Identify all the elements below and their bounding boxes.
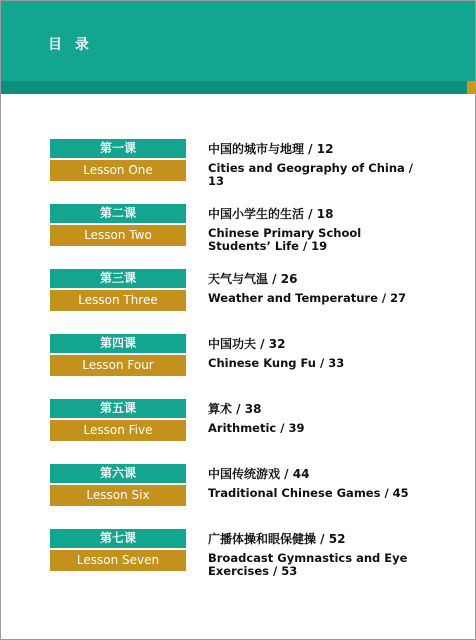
header-strip <box>1 81 467 94</box>
lesson-title-en: Chinese Primary School Students’ Life / 19 <box>208 226 362 253</box>
lesson-entry-5[interactable] <box>50 399 430 443</box>
lesson-title-cn: 广播体操和眼保健操 / 52 <box>208 532 346 546</box>
lesson-badge-cn: 第二课 <box>50 204 186 223</box>
lesson-badge-en: Lesson Four <box>50 355 186 376</box>
lesson-title-cn: 中国传统游戏 / 44 <box>208 467 310 481</box>
lesson-entry-1[interactable] <box>50 139 430 188</box>
lesson-badge-cn: 第四课 <box>50 334 186 353</box>
lesson-title-cn: 天气与气温 / 26 <box>208 272 298 286</box>
lesson-badge-cn: 第三课 <box>50 269 186 288</box>
lesson-badge-cn: 第七课 <box>50 529 186 548</box>
lesson-title-en: Chinese Kung Fu / 33 <box>208 356 345 370</box>
lesson-title-cn: 中国功夫 / 32 <box>208 337 286 351</box>
lesson-title-cn: 中国的城市与地理 / 12 <box>208 142 334 156</box>
lesson-entry-2[interactable] <box>50 204 430 253</box>
lesson-badge-cn: 第五课 <box>50 399 186 418</box>
lesson-title-en: Broadcast Gymnastics and Eye Exercises / 53 <box>208 551 408 578</box>
lesson-badge-en: Lesson One <box>50 160 186 181</box>
lesson-badge-cn: 第六课 <box>50 464 186 483</box>
lesson-entry-6[interactable] <box>50 464 430 508</box>
lesson-badge-en: Lesson Seven <box>50 550 186 571</box>
lesson-title-en: Cities and Geography of China / 13 <box>208 161 414 188</box>
lesson-title-en: Weather and Temperature / 27 <box>208 291 407 305</box>
lesson-entry-4[interactable] <box>50 334 430 378</box>
page-title: 目 录 <box>48 37 93 53</box>
header-accent <box>467 81 475 94</box>
lesson-badge-en: Lesson Three <box>50 290 186 311</box>
lesson-title-cn: 算术 / 38 <box>208 402 262 416</box>
lesson-badge-en: Lesson Five <box>50 420 186 441</box>
lesson-entry-7[interactable] <box>50 529 430 578</box>
lesson-badge-cn: 第一课 <box>50 139 186 158</box>
lesson-entry-3[interactable] <box>50 269 430 313</box>
lesson-title-en: Traditional Chinese Games / 45 <box>208 486 409 500</box>
lesson-badge-en: Lesson Two <box>50 225 186 246</box>
lesson-title-en: Arithmetic / 39 <box>208 421 305 435</box>
lesson-title-cn: 中国小学生的生活 / 18 <box>208 207 334 221</box>
lesson-badge-en: Lesson Six <box>50 485 186 506</box>
